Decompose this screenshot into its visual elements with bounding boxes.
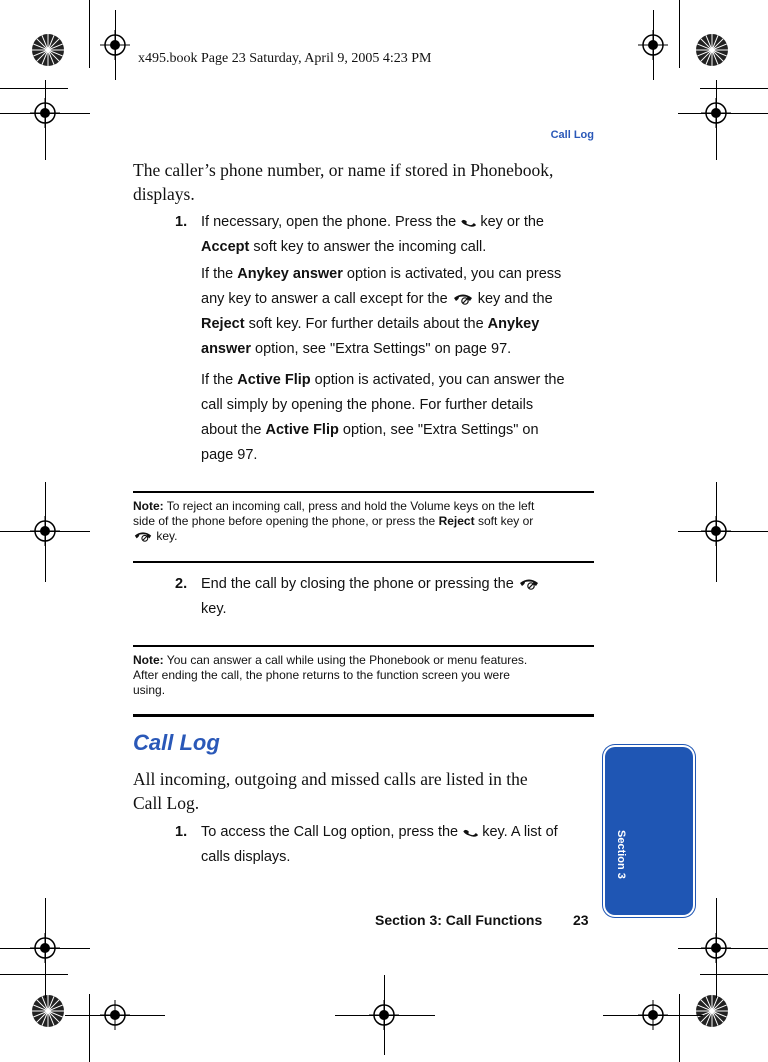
running-head: Call Log	[550, 129, 594, 141]
step-3-text: To access the Call Log option, press the key. A list of calls displays.	[201, 824, 558, 865]
note-top-rule	[133, 645, 594, 647]
starburst-mark-icon	[695, 33, 729, 67]
note-1: Note: To reject an incoming call, press and hold the Volume keys on the left side of the phone before opening the phone, or press the Reject soft key or key.	[133, 499, 535, 543]
phone-end-icon	[133, 530, 153, 543]
section-title: Call Log	[133, 730, 220, 755]
starburst-mark-icon	[695, 994, 729, 1028]
starburst-mark-icon	[31, 994, 65, 1028]
active-flip-paragraph: If the Active Flip option is activated, you can answer the call simply by opening the phone. For further details about the Active Flip option, see "Extra Settings" on page 97.	[201, 372, 565, 463]
intro-paragraph: The caller’s phone number, or name if stored in Phonebook, displays.	[133, 160, 554, 204]
step-1-text: If necessary, open the phone. Press the key or the Accept soft key to answer the incoming call.	[201, 214, 544, 255]
note-bottom-rule	[133, 561, 594, 563]
step-number: 2.	[175, 576, 188, 592]
note-2: Note: You can answer a call while using the Phonebook or menu features. After ending the call, the phone returns to the function screen you were using.	[133, 653, 528, 697]
print-header: x495.book Page 23 Saturday, April 9, 2005 4:23 PM	[138, 51, 432, 66]
footer-section: Section 3: Call Functions	[375, 912, 543, 928]
step-number: 1.	[175, 824, 188, 840]
page-number: 23	[573, 912, 589, 928]
step-number: 1.	[175, 214, 188, 230]
note-bottom-rule	[133, 714, 594, 717]
phone-end-icon	[452, 292, 474, 306]
phone-end-icon	[518, 577, 540, 591]
phone-send-icon	[460, 215, 476, 229]
starburst-mark-icon	[31, 33, 65, 67]
anykey-paragraph: If the Anykey answer option is activated, you can press any key to answer a call except for the key and the Reject soft key. For further details about the Anykey answer option, see "Extra Settings" on page 97.	[201, 266, 562, 357]
step-2-text: End the call by closing the phone or pressing the key.	[201, 572, 596, 622]
section-side-tab-label: Section 3	[615, 830, 627, 879]
call-log-intro: All incoming, outgoing and missed calls are listed in the Call Log.	[133, 769, 528, 813]
phone-send-icon	[462, 825, 478, 839]
note-top-rule	[133, 491, 594, 493]
